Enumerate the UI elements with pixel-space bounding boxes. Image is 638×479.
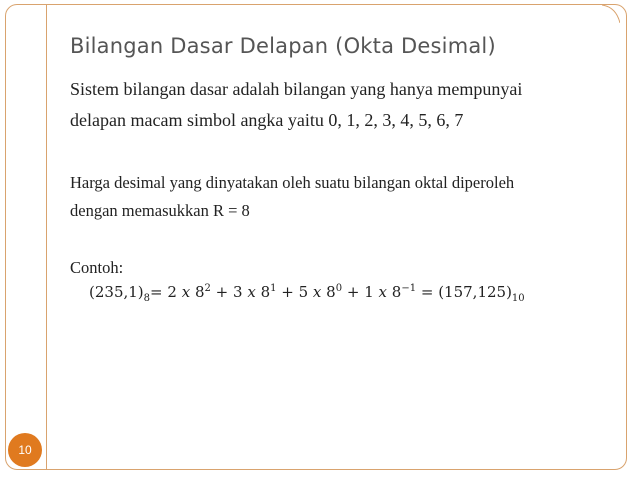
equation-lhs: (235,1) [89,283,144,301]
equation-coefficient: 1 [364,283,374,301]
equation-lhs-base: 8 [143,293,151,304]
equation-rhs: (157,125) [438,283,512,301]
paragraph-line: Harga desimal yang dinyatakan oleh suatu bilangan oktal diperoleh [70,173,515,192]
example-label: Contoh: [70,258,124,277]
equation-exponent: −1 [401,283,417,294]
equation-exponent: 0 [335,283,343,294]
paragraph-line: dengan memasukkan R = 8 [70,201,250,220]
equation-radix: 8 [391,283,402,301]
paragraph-decimal-value [70,169,514,225]
example-equation: $(235,1)_8= 2$ x $8^2 + 3$ x $8^1 + 5$ x $8^0 + 1$ x $8^{-1} = (157,125)_{10}$ [89,283,525,304]
equation-exponent: 2 [204,283,211,294]
equation-coefficient: 2 [167,283,177,301]
equation-rhs-base: 10 [511,293,525,304]
equation-times: x [378,283,387,301]
corner-fold-mark [602,5,620,23]
equation-coefficient: 5 [298,283,309,301]
equation-times: x [247,283,256,301]
equation-radix: 8 [326,283,336,301]
equation-coefficient: 3 [232,283,243,301]
equation-times: x [312,283,322,301]
paragraph-line: Sistem bilangan dasar adalah bilangan yang hanya mempunyai [70,79,523,99]
left-rule [46,4,47,470]
equation-radix: 8 [194,283,205,301]
slide-title: Bilangan Dasar Delapan (Okta Desimal) [70,34,496,58]
equation-times: x [181,283,191,301]
equation-radix: 8 [260,283,271,301]
page-number-badge: 10 [8,433,42,467]
equation-exponent: 1 [270,283,277,294]
paragraph-line: delapan macam simbol angka yaitu 0, 1, 2, 3, 4, 5, 6, 7 [70,110,464,130]
paragraph-number-system [70,74,522,136]
